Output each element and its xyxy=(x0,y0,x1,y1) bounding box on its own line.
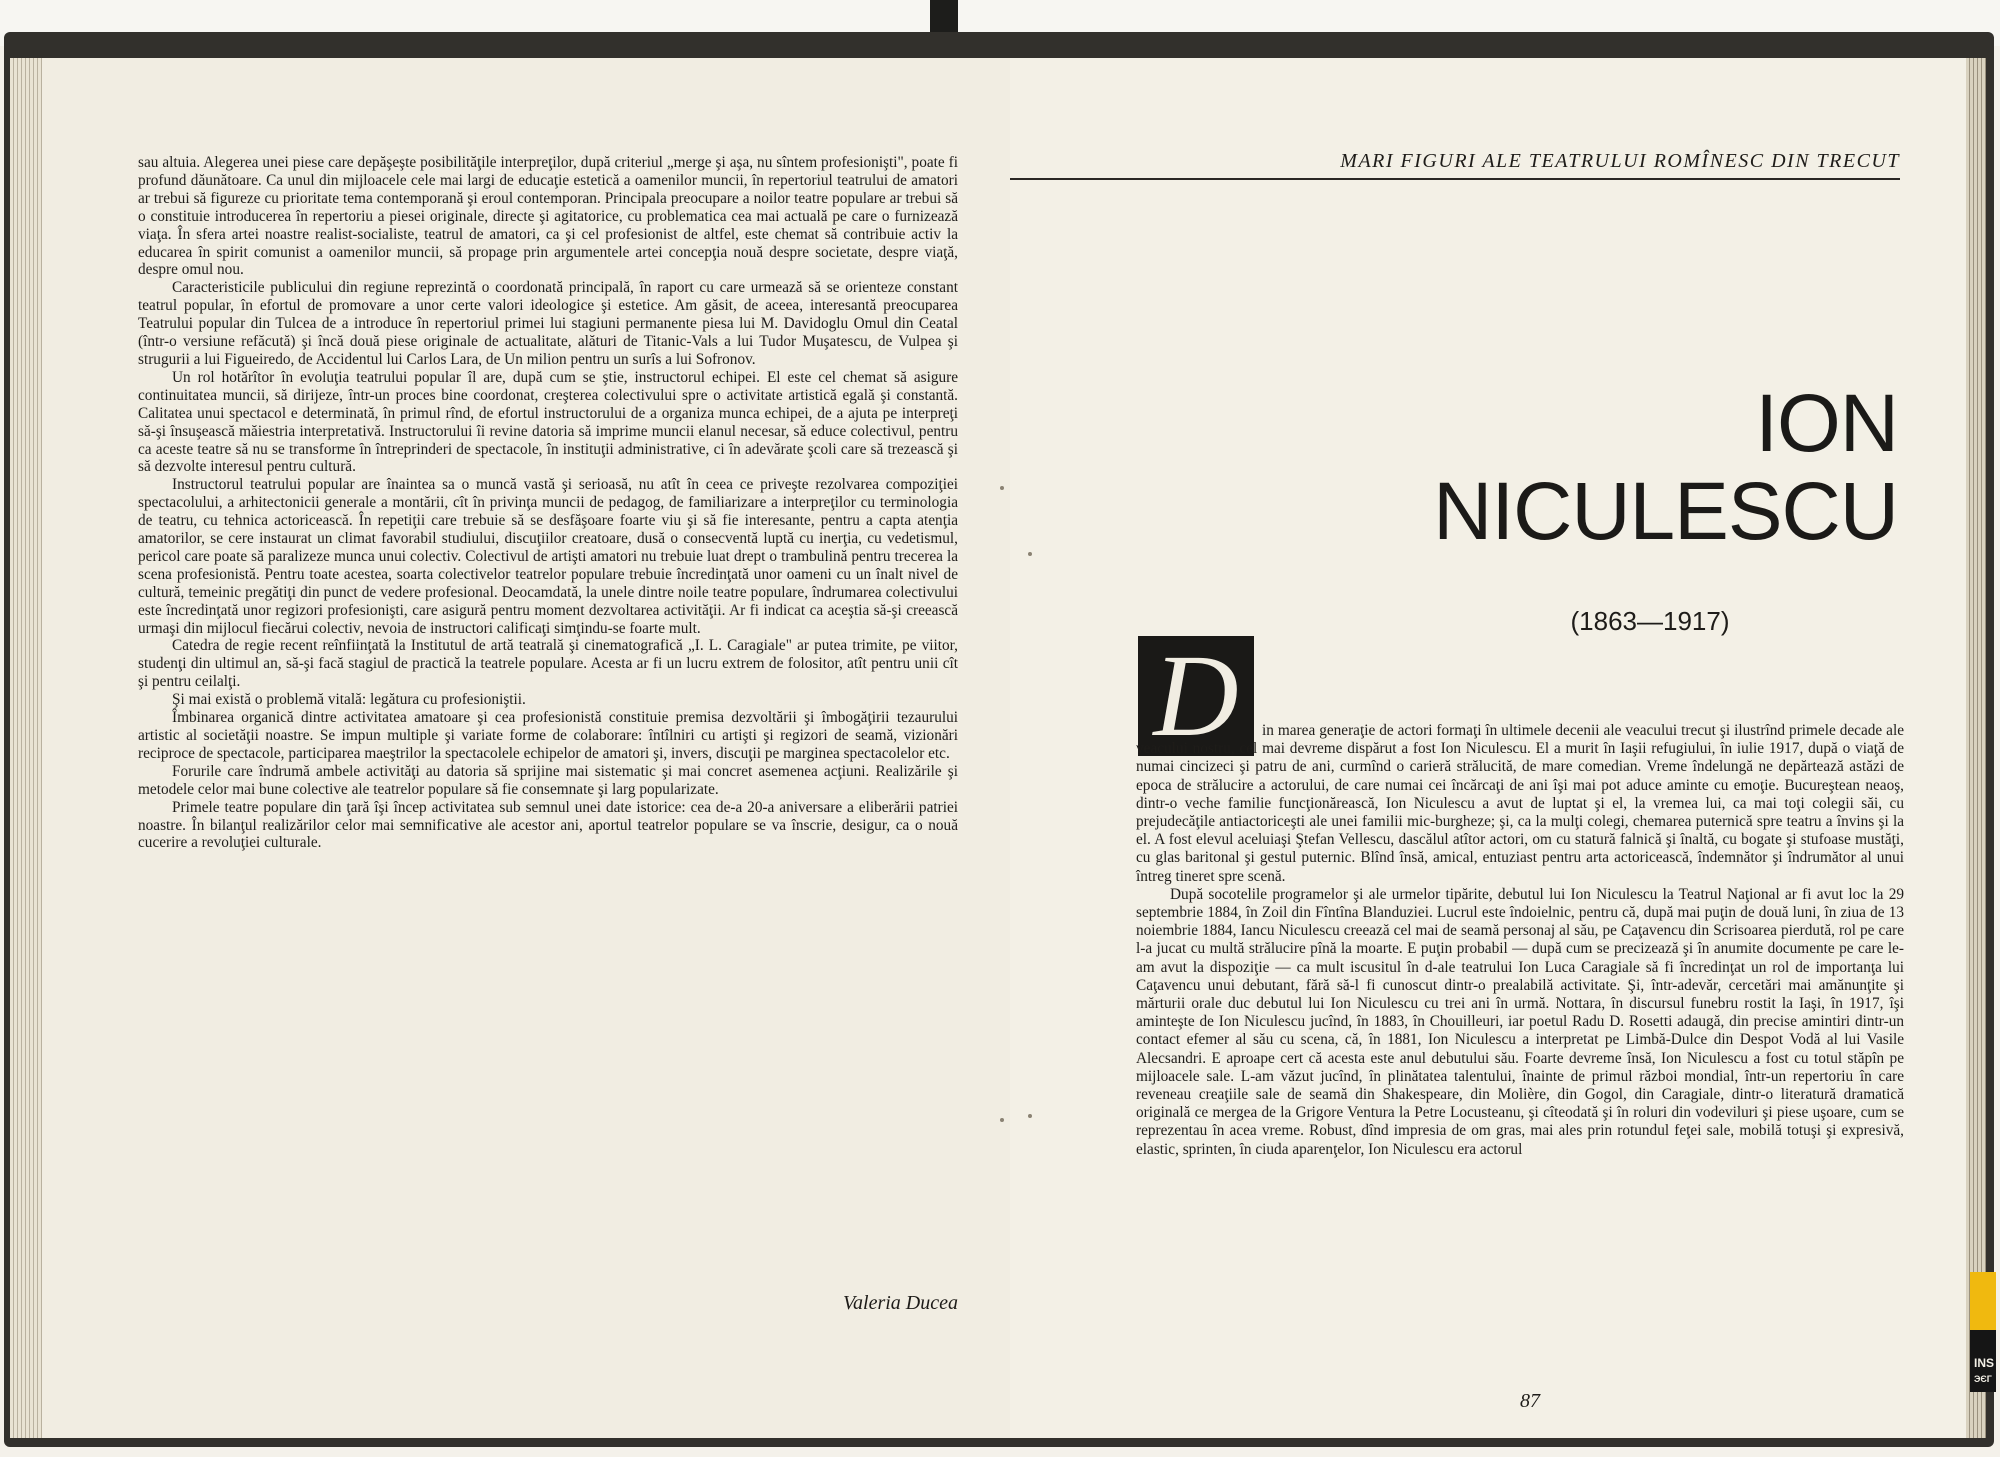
right-paragraph: in marea generaţie de actori formaţi în ultimele decenii ale veacului trecut şi ilustrînd primele decade ale veacului nostru, cel mai devreme dispărut a fost Ion Niculescu. El a murit în Iaşii refugiului, în iulie 1917, după o viaţă de numai cincizeci şi patru de ani, curmînd o carieră strălucită, de mare comedian. Vreme îndelungă ne depărtează astăzi de epoca de strălucire a actorului, de care numai cei încărcaţi de ani îşi mai pot aduce aminte cu emoţie. Bucureştean neaoş, dintr-o veche familie funcţionărească, Ion Niculescu a avut de luptat şi el, la vremea lui, ca mai toţi colegii săi, cu prejudecăţile antiactoriceşti ale unei familii mic-burgheze; şi, ca la mulţi colegi, chemarea puternică spre teatru a învins şi la el. A fost elevul aceluiaşi Ştefan Vellescu, dascălul atîtor actori, om cu statură falnică şi înaltă, cu bogate şi stufoase mustăţi, cu glas baritonal şi gestul puternic. Blînd însă, amical, entuziast pentru arta actoricească, îndemnător şi îndrumător al unui întreg tineret spre scenă. xyxy=(1136,722,1904,885)
page-edges-right xyxy=(1966,58,1986,1438)
print-speck xyxy=(1028,552,1032,556)
label-line: INS xyxy=(1974,1356,1995,1370)
right-page xyxy=(1010,58,1966,1438)
right-article-text xyxy=(1136,722,1904,1159)
drop-cap: D xyxy=(1138,636,1254,756)
left-paragraph: Catedra de regie recent reînfiinţată la Institutul de artă teatrală şi cinematografică „I. L. Caragiale" ar putea trimite, pe viitor, studenţi din ultimul an, să-şi facă stagiul de practică la teatrele populare. Acesta ar fi un lucru extrem de folositor, atît pentru unii cît şi pentru ceilalţi. xyxy=(138,637,958,691)
author-signature: Valeria Ducea xyxy=(843,1292,958,1314)
left-paragraph: Forurile care îndrumă ambele activităţi au datoria să sprijine mai sistematic şi mai concret asemenea acţiuni. Realizările şi metodele celor mai bune colective ale teatrelor populare să fie consemnate şi larg popularizate. xyxy=(138,762,958,798)
life-dates: (1863—1917) xyxy=(1570,606,1730,636)
shelf-label xyxy=(1970,1272,1996,1392)
article-title xyxy=(1310,380,1898,556)
left-paragraph: sau altuia. Alegerea unei piese care depăşeşte posibilităţile interpreţilor, după criteriul „merge şi aşa, nu sîntem profesionişti", poate fi profund dăunătoare. Ca unul din mijloacele cele mai largi de educaţie estetică a oamenilor muncii, în repertoriul teatrului de amatori ar trebui să figureze cu prioritate tema contemporană şi eroul contemporan. Principala preocupare a noilor teatre populare ar trebui să o constituie introducerea în repertoriu a piesei originale, directe şi agitatorice, cu problematica cea mai actuală pe care o furnizează viaţa. În sfera artei noastre realist-socialiste, teatrul de amatori, ca şi cel profesionist de altfel, este chemat să contribuie activ la educarea în spirit comunist a oamenilor muncii, să propage prin argumentele artei concepţia nouă despre societate, despre viaţă, despre omul nou. xyxy=(138,154,958,279)
left-paragraph: Caracteristicile publicului din regiune reprezintă o coordonată principală, în raport cu care urmează să se orienteze constant teatrul popular, în efortul de promovare a unor certe valori ideologice şi estetice. Am găsit, de aceea, interesantă preocuparea Teatrului popular din Tulcea de a introduce în repertoriul primei lui stagiuni permanente piesa lui M. Davidoglu Omul din Ceatal (într-o versiune refăcută) şi încă două piese originale de actualitate, alături de Titanic-Vals a lui Tudor Muşatescu, de Vulpea şi strugurii a lui Figueiredo, de Accidentul lui Carlos Lara, de Un milion pentru un surîs a lui Sofronov. xyxy=(138,279,958,368)
title-first-name: ION xyxy=(1755,378,1898,469)
running-head: MARI FIGURI ALE TEATRULUI ROMÎNESC DIN TRECUT xyxy=(1010,150,1900,180)
left-article-text xyxy=(138,154,958,852)
left-page xyxy=(42,58,1011,1438)
left-paragraph: Îmbinarea organică dintre activitatea amatoare şi cea profesionistă constituie premisa dezvoltării şi îmbogăţirii tezaurului artistic al societăţii noastre. Se impun multiple şi variate forme de colaborare: întîlniri cu artişti şi regizori de seamă, vizionări reciproce de spectacole, participarea maeştrilor la spectacolele echipelor de amatori şi, invers, discuţii pe marginea spectacolelor etc. xyxy=(138,709,958,762)
label-line: ЭЄГ xyxy=(1974,1374,1992,1384)
right-paragraph: După socotelile programelor şi ale urmelor tipărite, debutul lui Ion Niculescu la Teatrul Naţional ar fi avut loc la 29 septembrie 1884, în Zoil din Fîntîna Blanduziei. Lucrul este îndoielnic, pentru că, după mai puţin de două luni, în ziua de 13 noiembrie 1884, Iancu Niculescu creează cel mai de seamă personaj al său, pe Caţavencu din Scrisoarea pierdută, rol pe care l-a jucat cu multă strălucire pînă la moarte. E puţin probabil — după cum se precizează şi în anumite documente pe care le-am avut la dispoziţie — ca mult iscusitul în d-ale teatrului Ion Luca Caragiale să fi încredinţat un rol de importanţa lui Caţavencu unui debutant, fără să-l fi cunoscut dintr-o prealabilă activitate. Şi, într-adevăr, cercetări mai amănunţite şi mărturii orale duc debutul lui Ion Niculescu cu trei ani în urmă. Nottara, în discursul funebru rostit la Iaşi, în 1917, îşi aminteşte de Ion Niculescu jucînd, în 1883, în Chouilleuri, iar poetul Radu D. Rosetti adaugă, din precise amintiri dintr-un contact efemer al său cu scena, că, în 1881, Ion Niculescu a interpretat pe Limbă-Dulce din Despot Vodă al lui Vasile Alecsandri. E aproape cert că acesta este anul debutului său. Foarte devreme însă, Ion Niculescu a fost cu totul stăpîn pe mijloacele sale. L-am văzut jucînd, în plinătatea talentului, înainte de primul război mondial, într-un repertoriu în care reveneau creaţiile sale de seamă din Shakespeare, din Molière, din Gogol, din Caragiale, dintr-o literatură dramatică originală ce mergea de la Grigore Ventura la Petre Locusteanu, şi cîteodată şi în roluri din vodeviluri şi piese uşoare, cum se reprezentau în acea vreme. Robust, dînd impresia de om gras, mai ales prin rotundul feţei sale, mobilă totuşi şi expresivă, elastic, sprinten, în ciuda aparenţelor, Ion Niculescu era actorul xyxy=(1136,885,1904,1158)
left-paragraph: Primele teatre populare din ţară îşi încep activitatea sub semnul unei date istorice: cea de-a 20-a aniversare a eliberării patriei noastre. În bilanţul realizărilor celor mai semnificative ale acestor ani, aportul teatrelor populare se va înscrie, desigur, ca o nouă cucerire a revoluţiei culturale. xyxy=(138,798,958,852)
left-paragraph: Un rol hotărîtor în evoluţia teatrului popular îl are, după cum se ştie, instructorul echipei. El este cel chemat să asigure continuitatea muncii, să dirijeze, într-un proces bine coordonat, creşterea colectivului spre o activitate artistică egală şi constantă. Calitatea unui spectacol e determinată, în primul rînd, de efortul instructorului de a organiza munca echipei, de a ajuta pe interpreţi să-şi însuşească măiestria interpretativă. Instructorului îi revine datoria să imprime muncii elanul necesar, să educe colectivul, pentru ca aceste teatre să nu se transforme în întreprinderi de spectacole, în instituţii administrative, ci în adevărate şcoli care să trezească şi să dezvolte interesul pentru cultură. xyxy=(138,368,958,476)
print-speck xyxy=(1000,486,1004,490)
title-last-name: NICULESCU xyxy=(1433,466,1898,557)
page-edges-left xyxy=(10,58,42,1438)
page-number: 87 xyxy=(1520,1390,1540,1412)
left-paragraph: Şi mai există o problemă vitală: legătura cu profesioniştii. xyxy=(172,691,526,709)
print-speck xyxy=(1000,1118,1004,1122)
print-speck xyxy=(1028,1114,1032,1118)
left-paragraph: Instructorul teatrului popular are înaintea sa o muncă vastă şi serioasă, nu atît în ceea ce priveşte rezolvarea compoziţiei spectacolului, a arhitectonicii generale a montării, cît în privinţa muncii de pedagog, de familiarizare a interpreţilor cu terminologia de teatru, cu tehnica actoricească. În repetiţii care trebuie să se desfăşoare foarte viu şi să fie interesante, pentru a capta atenţia amatorilor, se cere instaurat un climat favorabil studiului, discuţiilor creatoare, dusă o consecventă luptă cu inerţia, cu vedetismul, pericol care poate să paralizeze munca unui colectiv. Colectivul de artişti amatori nu trebuie luat drept o trambulină pentru trecerea la scena profesionistă. Pentru toate acestea, soarta colectivelor teatrelor populare trebuie încredinţată unor oameni cu un înalt nivel de cultură, temeinic pregătiţi din punct de vedere profesional. Deocamdată, la unele dintre noile teatre populare, îndrumarea colectivului este încredinţată unor regizori profesionişti, care asigură pentru moment dezvoltarea activităţii. Ar fi indicat ca aceştia să-şi creească urmaşi din mijlocul fiecărui colectiv, nevoia de instructori calificaţi simţindu-se foarte mult. xyxy=(138,476,958,637)
